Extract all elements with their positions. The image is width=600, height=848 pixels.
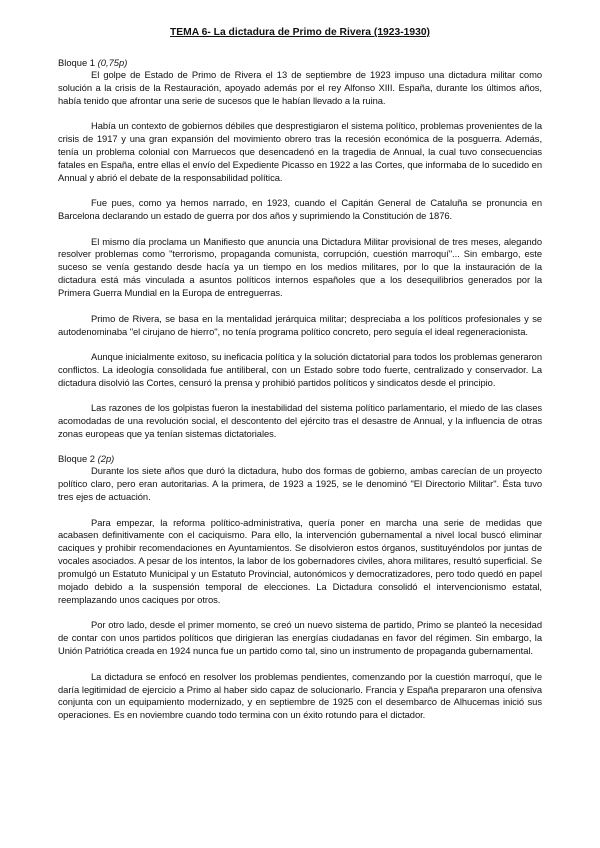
paragraph: Durante los siete años que duró la dictadura, hubo dos formas de gobierno, ambas carecían de un proyecto político claro, pero eran autoritarias. A la primera, de 1923 a 1925, se le denominó "El Directorio Militar". Ésta tuvo tres ejes de actuación.: [58, 465, 542, 503]
block-1-points: (0,75p): [97, 57, 128, 68]
block-1: [58, 57, 542, 441]
block-2: [58, 453, 542, 722]
paragraph: El mismo día proclama un Manifiesto que anuncia una Dictadura Militar provisional de tres meses, alegando resolver problemas como "terrorismo, propaganda comunista, corrupción, cuestión marroquí"... Sin embargo, este suceso se venía gestando desde hacía ya un tiempo en los medios militares, por lo que la instauración de la dictadura está más vinculada a asuntos políticos internos españoles que a los desequilibrios generados por la Primera Guerra Mundial en la Europa de entreguerras.: [58, 235, 542, 299]
paragraph: Había un contexto de gobiernos débiles que desprestigiaron el sistema político, problemas provenientes de la crisis de 1917 y una gran expansión del movimiento obrero tras la recesión económica de la posguerra. Además, tenía un problema colonial con Marruecos que desencadenó en la tragedia de Annual, la cual tuvo consecuencias fatales en España, entre ellas el envío del Expediente Picasso en 1922 a las Cortes, que informaba de lo sucedido en Annual y abrió el debate de la responsabilidad política.: [58, 120, 542, 183]
paragraph: Las razones de los golpistas fueron la inestabilidad del sistema político parlamentario, el miedo de las clases acomodadas de una revolución social, el descontento del ejército tras el desastre de Annual, y la influencia de otras zonas europeas que ya tenían sistemas dictatoriales.: [58, 402, 542, 439]
paragraph: Aunque inicialmente exitoso, su ineficacia política y la solución dictatorial para todos los problemas generaron conflictos. La ideología consolidada fue antiliberal, con un Estado sobre todo fuerte, centralizado y conservador. La dictadura disolvió las Cortes, censuró la prensa y prohibió partidos políticos y sindicatos desde el principio.: [58, 350, 542, 388]
block-1-label: Bloque 1: [58, 57, 96, 68]
block-2-heading: [58, 453, 542, 465]
paragraph: Primo de Rivera, se basa en la mentalidad jerárquica militar; despreciaba a los políticos profesionales y se autodenominaba "el cirujano de hierro", no tenía programa político concreto, pero seguía el ideal regeneracionista.: [58, 312, 542, 337]
block-2-points: (2p): [97, 453, 115, 465]
paragraph: La dictadura se enfocó en resolver los problemas pendientes, comenzando por la cuestión marroquí, que le daría legitimidad de ejercicio a Primo al haber sido capaz de solucionarlo. Francia y España prepararon una ofensiva conjunta con un equipamiento modernizado, y en septiembre de 1925 con el desembarco de Alhucemas inició sus operaciones. Es en noviembre cuando todo termina con un éxito rotundo para el dictador.: [58, 670, 542, 721]
paragraph: El golpe de Estado de Primo de Rivera el 13 de septiembre de 1923 impuso una dictadura militar como solución a la crisis de la Restauración, apoyado además por el rey Alfonso XIII. España, durante los últimos años, había tenido que afrontar una serie de sucesos que le habían llevado a la ruina.: [58, 69, 542, 106]
paragraph: Fue pues, como ya hemos narrado, en 1923, cuando el Capitán General de Cataluña se pronuncia en Barcelona declarando un estado de guerra por dos años y suprimiendo la Constitución de 1876.: [58, 197, 542, 222]
paragraph: Para empezar, la reforma político-administrativa, quería poner en marcha una serie de medidas que acabasen definitivamente con el caciquismo. Para ello, la intervención gubernamental a nivel local buscó eliminar caciques y prohibir recomendaciones en Ayuntamientos. Se disolvieron estos órganos, sustituyéndolos por juntas de vocales asociados. A pesar de los intentos, la labor de los gobernadores civiles, ahora militares, resultó superficial. Se promulgó un Estatuto Municipal y un Estatuto Provincial, autonómicos y democratizadores, pero todo quedó en papel mojado debido a la suspensión temporal de elecciones. La Dictadura consolidó el intervencionismo estatal, reemplazando unos caciques por otros.: [58, 516, 542, 605]
document-title: TEMA 6- La dictadura de Primo de Rivera (1923-1930): [170, 27, 430, 38]
block-2-label: Bloque 2: [58, 453, 96, 465]
paragraph: Por otro lado, desde el primer momento, se creó un nuevo sistema de partido, Primo se planteó la necesidad de contar con unos partidos políticos que dirigieran las energías ciudadanas en favor del régimen. Sin embargo, la Unión Patriótica creada en 1924 nunca fue un partido como tal, sino un instrumento de propaganda gubernamental.: [58, 619, 542, 657]
block-1-heading: [58, 57, 542, 69]
